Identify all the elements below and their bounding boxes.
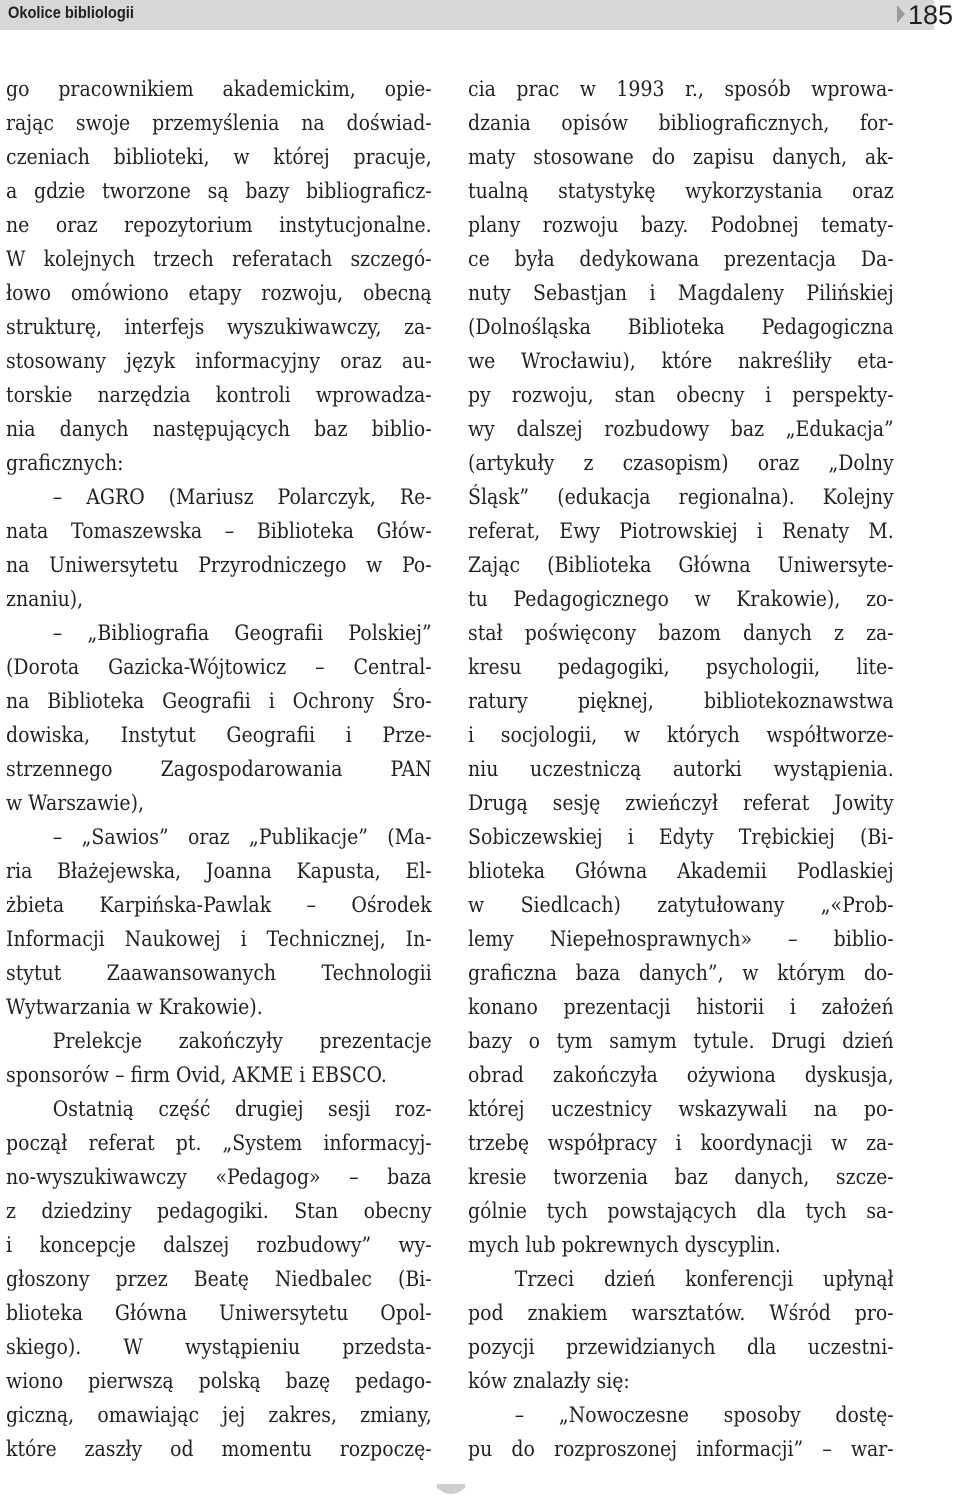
text-line: której uczestnicy wskazywali na po- — [468, 1097, 894, 1121]
text-line: ria Błażejewska, Joanna Kapusta, El- — [6, 859, 432, 883]
text-line: znaniu), — [6, 587, 84, 611]
text-line: – „Bibliografia Geografii Polskiej” — [52, 621, 432, 645]
text-line: stytut Zaawansowanych Technologii — [6, 961, 432, 985]
text-line: Informacji Naukowej i Technicznej, In- — [6, 927, 432, 951]
text-line: Śląsk” (edukacja regionalna). Kolejny — [468, 485, 894, 509]
text-line: na Uniwersytetu Przyrodniczego w Po- — [6, 553, 432, 577]
left-text-column — [6, 72, 432, 1466]
text-line: cia prac w 1993 r., sposób wprowa- — [468, 77, 894, 101]
page-bottom-tab-icon — [437, 1484, 465, 1498]
text-line: Zając (Biblioteka Główna Uniwersyte- — [468, 553, 894, 577]
text-line: strzennego Zagospodarowania PAN — [6, 757, 432, 781]
text-line: rając swoje przemyślenia na doświad- — [6, 111, 432, 135]
text-line: tualną statystykę wykorzystania oraz — [468, 179, 894, 203]
text-line: z dziedziny pedagogiki. Stan obecny — [6, 1199, 432, 1223]
text-line: Wytwarzania w Krakowie). — [6, 995, 263, 1019]
text-line: głoszony przez Beatę Niedbalec (Bi- — [6, 1267, 432, 1291]
text-line: ratury pięknej, bibliotekoznawstwa — [468, 689, 894, 713]
text-line: Drugą sesję zwieńczył referat Jowity — [468, 791, 894, 815]
text-line: Ostatnią część drugiej sesji roz- — [52, 1097, 432, 1121]
text-line: wy dalszej rozbudowy baz „Edukacja” — [468, 417, 894, 441]
text-line: blioteka Główna Uniwersytetu Opol- — [6, 1301, 432, 1325]
text-line: i socjologii, w których współtworze- — [468, 723, 894, 747]
text-line: pu do rozproszonej informacji” – war- — [468, 1437, 894, 1461]
text-line: strukturę, interfejs wyszukiwawczy, za- — [6, 315, 432, 339]
text-line: nuty Sebastjan i Magdaleny Pilińskiej — [468, 281, 894, 305]
text-line: czeniach biblioteki, w której pracuje, — [6, 145, 432, 169]
page-number: 185 — [908, 0, 954, 30]
text-line: sponsorów – firm Ovid, AKME i EBSCO. — [6, 1063, 387, 1087]
text-line: stał poświęcony bazom danych z za- — [468, 621, 894, 645]
header-band — [0, 0, 934, 30]
text-line: Prelekcje zakończyły prezentacje — [52, 1029, 432, 1053]
page-marker-icon — [896, 3, 906, 25]
text-line: – „Nowoczesne sposoby dostę- — [514, 1403, 894, 1427]
text-line: obrad zakończyła ożywiona dyskusja, — [468, 1063, 894, 1087]
text-line: dzania opisów bibliograficznych, for- — [468, 111, 894, 135]
text-line: (artykuły z czasopism) oraz „Dolny — [468, 451, 894, 475]
text-line: Sobiczewskiej i Edyty Trębickiej (Bi- — [468, 825, 894, 849]
text-line: graficznych: — [6, 451, 124, 475]
text-line: począł referat pt. „System informacyj- — [6, 1131, 432, 1155]
text-line: ków znalazły się: — [468, 1369, 630, 1393]
text-line: – „Sawios” oraz „Publikacje” (Ma- — [52, 825, 432, 849]
text-line: kresu pedagogiki, psychologii, lite- — [468, 655, 894, 679]
text-line: pozycji przewidzianych dla uczestni- — [468, 1335, 894, 1359]
text-line: na Biblioteka Geografii i Ochrony Śro- — [6, 689, 432, 713]
text-line: bazy o tym samym tytule. Drugi dzień — [468, 1029, 894, 1053]
text-line: skiego). W wystąpieniu przedsta- — [6, 1335, 432, 1359]
text-line: no-wyszukiwawczy «Pedagog» – baza — [6, 1165, 432, 1189]
text-line: go pracownikiem akademickim, opie- — [6, 77, 432, 101]
text-line: graficzna baza danych”, w którym do- — [468, 961, 894, 985]
text-line: plany rozwoju bazy. Podobnej tematy- — [468, 213, 894, 237]
text-line: – AGRO (Mariusz Polarczyk, Re- — [52, 485, 432, 509]
text-line: kresie tworzenia baz danych, szcze- — [468, 1165, 894, 1189]
text-line: dowiska, Instytut Geografii i Prze- — [6, 723, 432, 747]
text-line: w Siedlcach) zatytułowany „«Prob- — [468, 893, 894, 917]
text-line: nia danych następujących baz biblio- — [6, 417, 432, 441]
text-line: giczną, omawiając jej zakres, zmiany, — [6, 1403, 432, 1427]
text-line: W kolejnych trzech referatach szczegó- — [6, 247, 432, 271]
text-line: żbieta Karpińska-Pawlak – Ośrodek — [6, 893, 432, 917]
text-line: konano prezentacji historii i założeń — [468, 995, 894, 1019]
text-line: py rozwoju, stan obecny i perspekty- — [468, 383, 894, 407]
text-line: tu Pedagogicznego w Krakowie), zo- — [468, 587, 894, 611]
running-header — [0, 0, 960, 34]
section-title: Okolice bibliologii — [8, 3, 134, 22]
text-line: gólnie tych powstających dla tych sa- — [468, 1199, 894, 1223]
text-line: (Dolnośląska Biblioteka Pedagogiczna — [468, 315, 894, 339]
text-line: we Wrocławiu), które nakreśliły eta- — [468, 349, 894, 373]
text-line: które zaszły od momentu rozpoczę- — [6, 1437, 432, 1461]
text-line: wiono pierwszą polską bazę pedago- — [6, 1369, 432, 1393]
text-line: referat, Ewy Piotrowskiej i Renaty M. — [468, 519, 894, 543]
text-line: blioteka Główna Akademii Podlaskiej — [468, 859, 894, 883]
text-line: trzebę współpracy i koordynacji w za- — [468, 1131, 894, 1155]
text-line: ce była dedykowana prezentacja Da- — [468, 247, 894, 271]
right-text-column — [468, 72, 894, 1466]
text-line: ne oraz repozytorium instytucjonalne. — [6, 213, 432, 237]
text-line: a gdzie tworzone są bazy bibliograficz- — [6, 179, 432, 203]
text-line: łowo omówiono etapy rozwoju, obecną — [6, 281, 432, 305]
text-line: i koncepcje dalszej rozbudowy” wy- — [6, 1233, 432, 1257]
text-line: pod znakiem warsztatów. Wśród pro- — [468, 1301, 894, 1325]
text-line: Trzeci dzień konferencji upłynął — [514, 1267, 894, 1291]
text-line: stosowany język informacyjny oraz au- — [6, 349, 432, 373]
text-line: niu uczestniczą autorki wystąpienia. — [468, 757, 894, 781]
text-line: (Dorota Gazicka-Wójtowicz – Central- — [6, 655, 432, 679]
text-line: maty stosowane do zapisu danych, ak- — [468, 145, 894, 169]
text-line: w Warszawie), — [6, 791, 144, 815]
text-line: lemy Niepełnosprawnych» – biblio- — [468, 927, 894, 951]
text-line: torskie narzędzia kontroli wprowadza- — [6, 383, 432, 407]
text-line: nata Tomaszewska – Biblioteka Głów- — [6, 519, 432, 543]
text-line: mych lub pokrewnych dyscyplin. — [468, 1233, 781, 1257]
